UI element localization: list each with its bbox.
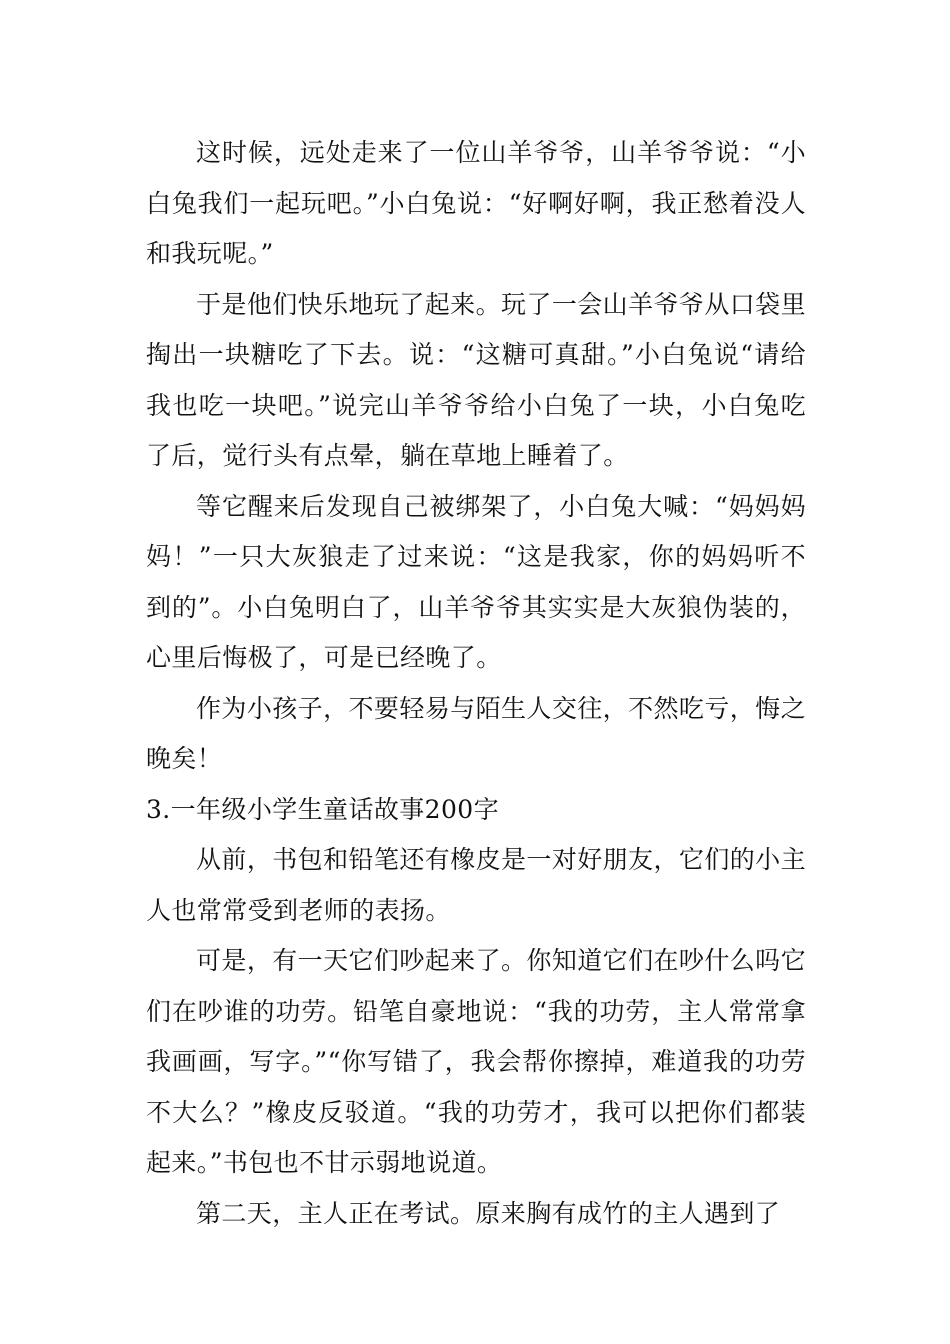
paragraph-candy: 于是他们快乐地玩了起来。玩了一会山羊爷爷从口袋里掏出一块糖吃了下去。说：“这糖可真甜。”小白兔说“请给我也吃一块吧。”说完山羊爷爷给小白兔了一块，小白兔吃了后，觉行头有点晕，躺在草地上睡着了。: [146, 289, 806, 470]
paragraph-moral: 作为小孩子，不要轻易与陌生人交往，不然吃亏，悔之晚矣！: [146, 693, 806, 773]
paragraph-friends: 从前，书包和铅笔还有橡皮是一对好朋友，它们的小主人也常常受到老师的表扬。: [146, 845, 806, 925]
document-body: [146, 128, 806, 1239]
paragraph-kidnapped: 等它醒来后发现自己被绑架了，小白兔大喊：“妈妈妈妈！”一只大灰狼走了过来说：“这是我家，你的妈妈听不到的”。小白兔明白了，山羊爷爷其实实是大灰狼伪装的，心里后悔极了，可是已经晚了。: [146, 491, 806, 672]
paragraph-goat-grandpa: 这时候，远处走来了一位山羊爷爷，山羊爷爷说：“小白兔我们一起玩吧。”小白兔说：“好啊好啊，我正愁着没人和我玩呢。”: [146, 138, 806, 268]
section-heading: 3.一年级小学生童话故事200字: [146, 794, 499, 824]
paragraph-quarrel: 可是，有一天它们吵起来了。你知道它们在吵什么吗它们在吵谁的功劳。铅笔自豪地说：“我的功劳，主人常常拿我画画，写字。”“你写错了，我会帮你擦掉，难道我的功劳不大么？”橡皮反驳道。“我的功劳才，我可以把你们都装起来。”书包也不甘示弱地说道。: [146, 946, 806, 1177]
paragraph-exam: 第二天，主人正在考试。原来胸有成竹的主人遇到了: [196, 1198, 781, 1228]
